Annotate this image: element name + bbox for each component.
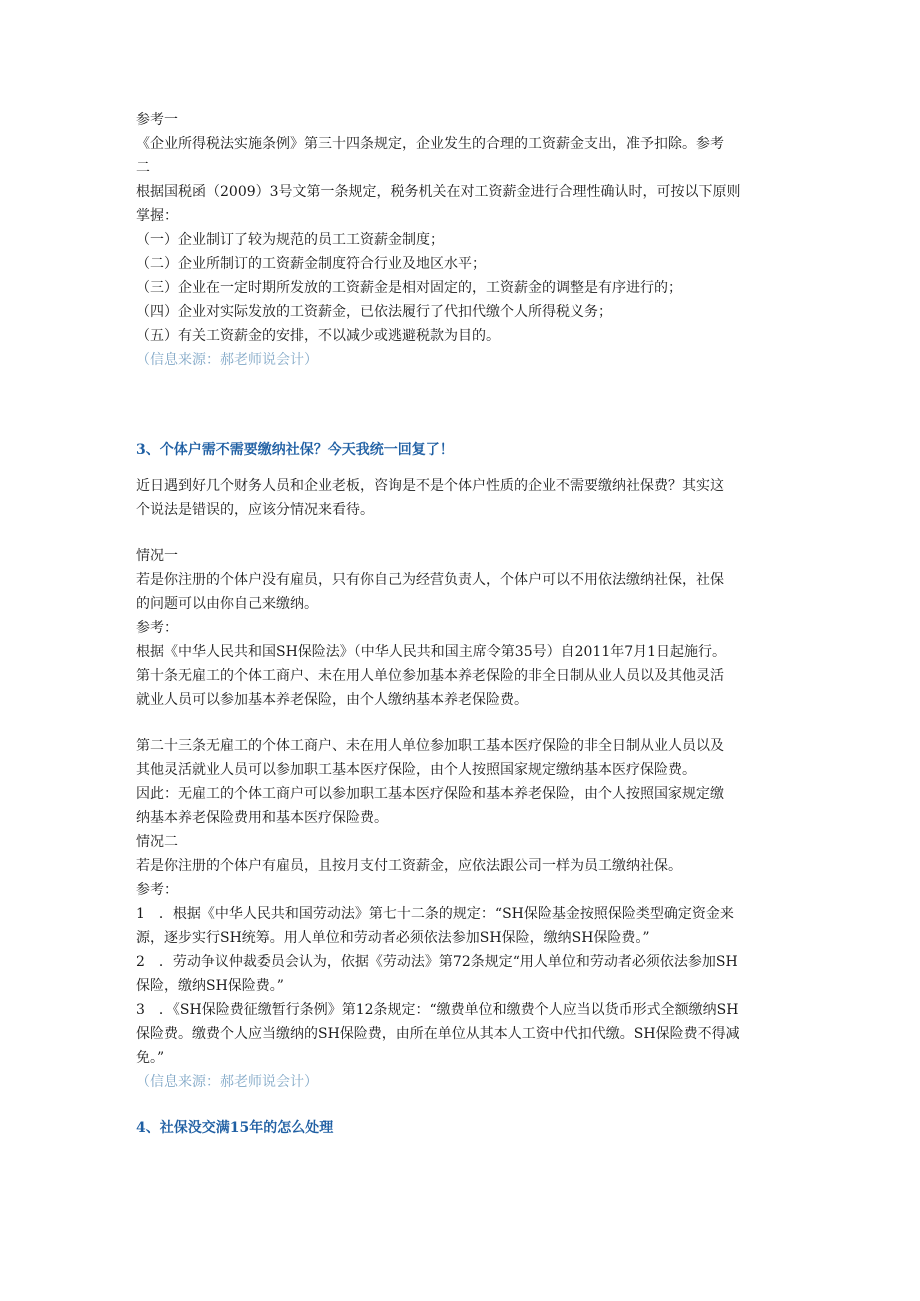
therefore-line-1: 因此：无雇工的个体工商户可以参加职工基本医疗保险和基本养老保险，由个人按照国家规定缴 [136,786,724,802]
point1-line-1: 1 ．根据《中华人民共和国劳动法》第七十二条的规定：“SH保险基金按照保险类型确定资金来 [136,906,734,922]
ref1-title: 参考一 [136,112,178,128]
principle-item: （一）企业制订了较为规范的员工工资薪金制度； [136,232,444,248]
case2-title: 情况二 [136,834,178,850]
spacer [136,712,786,734]
case1-line-1: 若是你注册的个体户没有雇员，只有你自己为经营负责人，个体户可以不用依法缴纳社保，社保 [136,572,724,588]
section-heading-4: 4、社保没交满15年的怎么处理 [136,1120,334,1136]
case1-title: 情况一 [136,548,178,564]
ref2-line-2: 掌握： [136,208,178,224]
article23-line-1: 第二十三条无雇工的个体工商户、未在用人单位参加职工基本医疗保险的非全日制从业人员以及 [136,738,724,754]
point1-line-2: 源，逐步实行SH统筹。用人单位和劳动者必须依法参加SH保险，缴纳SH保险费。” [136,930,650,946]
principle-item: （二）企业所制订的工资薪金制度符合行业及地区水平； [136,256,486,272]
source-note: （信息来源：郝老师说会计） [136,1074,318,1090]
case2-line-1: 若是你注册的个体户有雇员，且按月支付工资薪金，应依法跟公司一样为员工缴纳社保。 [136,858,682,874]
point2-line-1: 2 ．劳动争议仲裁委员会认为，依据《劳动法》第72条规定“用人单位和劳动者必须依法参加SH [136,954,738,970]
spacer [136,522,786,544]
intro-line-1: 近日遇到好几个财务人员和企业老板，咨询是不是个体户性质的企业不需要缴纳社保费？其实这 [136,478,724,494]
principle-item: （三）企业在一定时期所发放的工资薪金是相对固定的，工资薪金的调整是有序进行的； [136,280,682,296]
principle-item: （四）企业对实际发放的工资薪金，已依法履行了代扣代缴个人所得税义务； [136,304,612,320]
section-heading-3: 3、个体户需不需要缴纳社保？今天我统一回复了！ [136,442,454,458]
therefore-line-2: 纳基本养老保险费用和基本医疗保险费。 [136,810,388,826]
point2-line-2: 保险，缴纳SH保险费。” [136,978,284,994]
point3-line-3: 免。” [136,1050,165,1066]
article10-line-2: 就业人员可以参加基本养老保险，由个人缴纳基本养老保险费。 [136,692,528,708]
law-line: 根据《中华人民共和国SH保险法》（中华人民共和国主席令第35号）自2011年7月1日起施行。 [136,644,727,660]
intro-line-2: 个说法是错误的，应该分情况来看待。 [136,502,374,518]
ref2-line-1: 根据国税函（2009）3号文第一条规定，税务机关在对工资薪金进行合理性确认时，可按以下原则 [136,184,741,200]
spacer [136,1094,786,1116]
spacer [136,462,786,474]
article10-line-1: 第十条无雇工的个体工商户、未在用人单位参加基本养老保险的非全日制从业人员以及其他灵活 [136,668,724,684]
document-body [136,108,786,1140]
point3-line-2: 保险费。缴费个人应当缴纳的SH保险费，由所在单位从其本人工资中代扣代缴。SH保险费不得减 [136,1026,740,1042]
spacer [136,372,786,438]
reference-label: 参考： [136,620,178,636]
ref1-line-1: 《企业所得税法实施条例》第三十四条规定，企业发生的合理的工资薪金支出，准予扣除。参考 [136,136,724,152]
article23-line-2: 其他灵活就业人员可以参加职工基本医疗保险，由个人按照国家规定缴纳基本医疗保险费。 [136,762,696,778]
point3-line-1: 3 ．《SH保险费征缴暂行条例》第12条规定：“缴费单位和缴费个人应当以货币形式全额缴纳SH [136,1002,739,1018]
ref1-line-2: 二 [136,160,150,176]
reference-label: 参考： [136,882,178,898]
case1-line-2: 的问题可以由你自己来缴纳。 [136,596,318,612]
principle-item: （五）有关工资薪金的安排，不以减少或逃避税款为目的。 [136,328,500,344]
source-note: （信息来源：郝老师说会计） [136,352,318,368]
